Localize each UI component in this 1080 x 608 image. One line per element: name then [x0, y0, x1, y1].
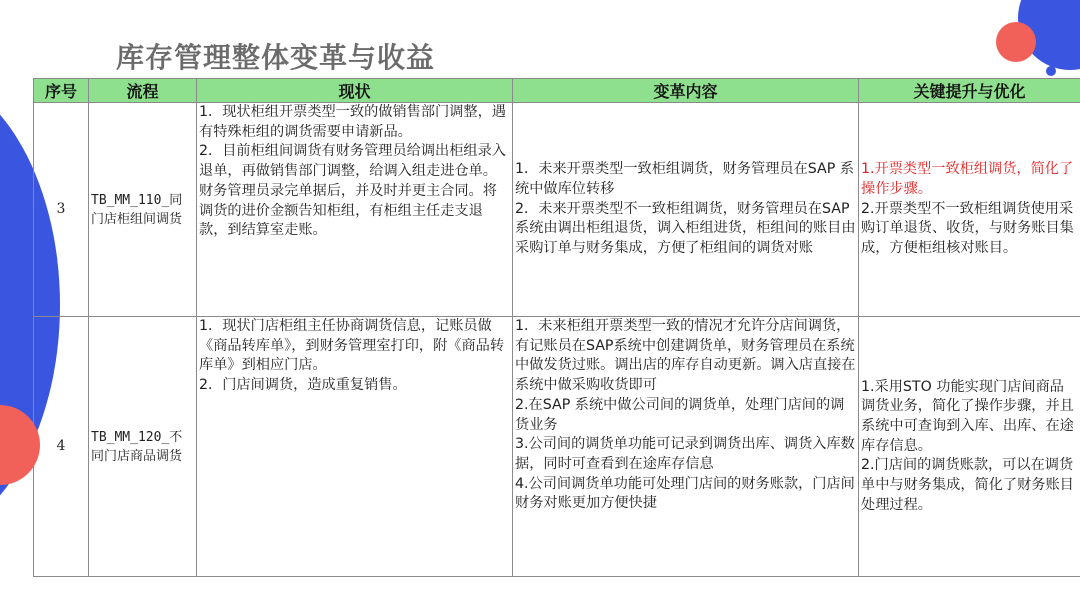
decor-blue-dot-right	[1046, 66, 1056, 76]
header-change: 变革内容	[513, 79, 859, 103]
row-current	[197, 103, 513, 317]
row-process: TB_MM_110_同门店柜组间调货	[89, 103, 197, 317]
change-item: 4.公司间调货单功能可处理门店间的财务账款，门店间财务对账更加方便快捷	[515, 475, 855, 512]
table-row	[34, 317, 1080, 577]
decor-coral-circle-top-right	[996, 22, 1036, 62]
change-item: 3.公司间的调货单功能可记录到调货出库、调货入库数据，同时可查看到在途库存信息	[515, 436, 855, 472]
change-item: 2.在SAP 系统中做公司间的调货单，处理门店间的调货业务	[515, 396, 845, 433]
row-benefit	[859, 317, 1080, 577]
current-item: 1．现状门店柜组主任协商调货信息，记账员做《商品转库单》，到财务管理室打印，附《商品转库单》到相应门店。	[199, 318, 505, 374]
header-process: 流程	[89, 79, 197, 103]
benefit-highlight: 1.开票类型一致柜组调货，简化了操作步骤。	[861, 161, 1074, 197]
row-process: TB_MM_120_不同门店商品调货	[89, 317, 197, 577]
change-table	[33, 78, 1080, 577]
change-item: 1．未来开票类型一致柜组调货，财务管理员在SAP 系统中做库位转移	[515, 161, 855, 197]
header-row	[34, 79, 1080, 103]
current-item: 2．门店间调货，造成重复销售。	[199, 377, 407, 394]
change-item: 1．未来柜组开票类型一致的情况才允许分店间调货，有记账员在SAP系统中创建调货单，财务管理员在系统中做发货过账。调出店的库存自动更新。调入店直接在系统中做采购收货即可	[515, 318, 856, 394]
header-seq: 序号	[34, 79, 89, 103]
row-benefit	[859, 103, 1080, 317]
current-item: 1．现状柜组开票类型一致的做销售部门调整，遇有特殊柜组的调货需要申请新品。	[199, 104, 506, 140]
header-current: 现状	[197, 79, 513, 103]
benefit-item: 2.门店间的调货账款，可以在调货单中与财务集成，简化了财务账目处理过程。	[861, 457, 1074, 513]
current-item: 2．目前柜组间调货有财务管理员给调出柜组录入退单，再做销售部门调整，给调入组走进仓单。财务管理员录完单据后，并及时并更主合同。将调货的进价金额告知柜组，有柜组主任走支退款，到结算室走账。	[199, 143, 506, 239]
benefit-item: 1.采用STO 功能实现门店间商品调货业务，简化了操作步骤，并且系统中可查询到入库、出库、在途库存信息。	[861, 378, 1074, 454]
benefit-item: 2.开票类型不一致柜组调货使用采购订单退货、收货，与财务账目集成，方便柜组核对账目。	[861, 200, 1074, 257]
header-benefit: 关键提升与优化	[859, 79, 1080, 103]
row-change	[513, 103, 859, 317]
row-change	[513, 317, 859, 577]
table-row	[34, 103, 1080, 317]
row-seq: 3	[34, 103, 89, 317]
page-title: 库存管理整体变革与收益	[116, 41, 436, 74]
change-item: 2．未来开票类型不一致柜组调货，财务管理员在SAP 系统由调出柜组退货，调入柜组进货，柜组间的账目由采购订单与财务集成，方便了柜组间的调货对账	[515, 200, 856, 257]
row-current	[197, 317, 513, 577]
row-seq: 4	[34, 317, 89, 577]
